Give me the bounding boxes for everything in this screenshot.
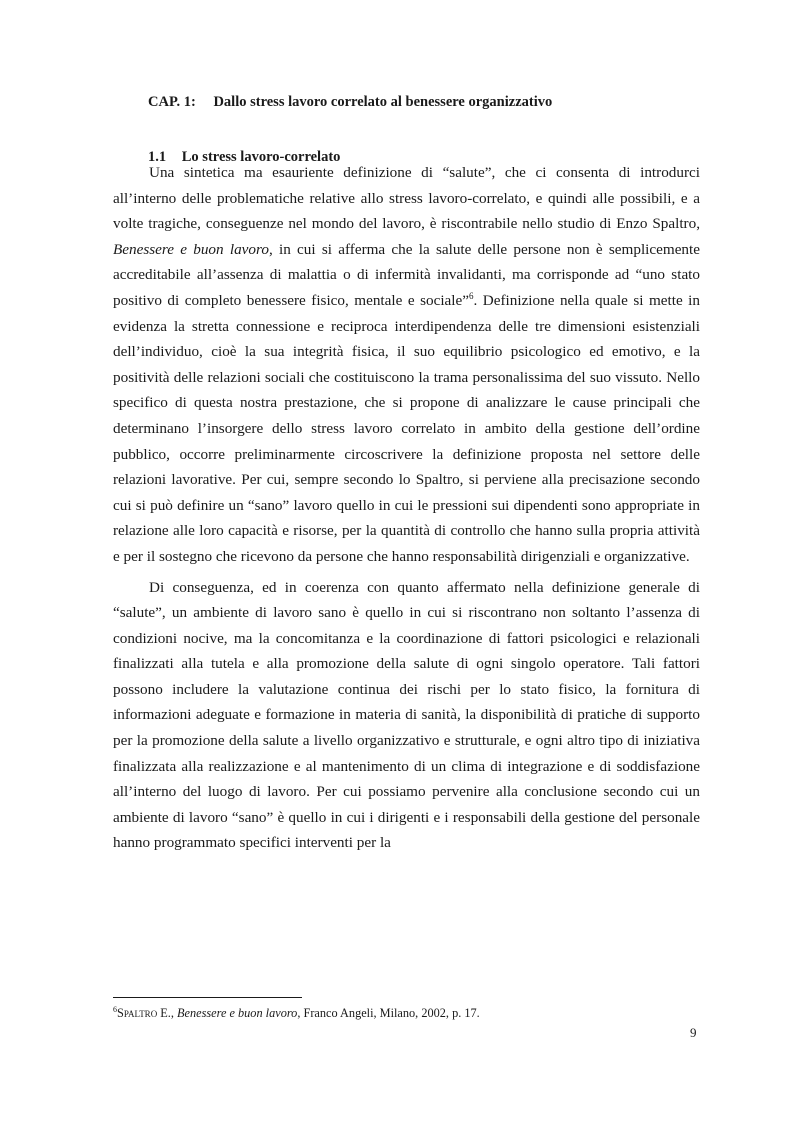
footnote-author: Spaltro E. <box>117 1006 171 1020</box>
chapter-heading <box>148 94 552 111</box>
footnote-book-title: Benessere e buon lavoro <box>177 1006 298 1020</box>
paragraph-1-text-b: , in cui si afferma che la salute delle persone non è semplicemente accreditabile all’assenza di malattia o di infermità invalidanti, ma corrisponde ad “uno stato positivo di completo benessere fisico, mentale e sociale” <box>113 240 700 309</box>
chapter-number: CAP. 1: <box>148 94 196 110</box>
footnote-number: 6 <box>113 1004 117 1014</box>
chapter-title: Dallo stress lavoro correlato al benessere organizzativo <box>213 94 553 110</box>
page-number: 9 <box>690 1025 697 1040</box>
footnote-separator-text: , <box>170 1006 178 1020</box>
section-number: 1.1 <box>148 149 167 165</box>
section-title: Lo stress lavoro-correlato <box>181 149 341 165</box>
paragraph-1-text-a: Una sintetica ma esauriente definizione di “salute”, che ci consenta di introdurci all’interno delle problematiche relative allo stress lavoro-correlato, e quindi alle possibili, e a volte tragiche, conseguenze nel mondo del lavoro, è riscontrabile nello studio di Enzo Spaltro, <box>113 164 700 233</box>
footnote-separator <box>113 997 302 998</box>
body-text <box>113 160 700 856</box>
paragraph-1-text-c: . Definizione nella quale si mette in evidenza la stretta connessione e reciproca interdipendenza delle tre dimensioni esistenziali dell’individuo, cioè la sua integrità fisica, il suo equilibrio psicologico ed emotivo, e la positività delle relazioni sociali che costituiscono la trama personalissima del suo vissuto. Nello specifico di questa nostra prestazione, che si propone di analizzare le cause principali che determinano l’insorgere dello stress lavoro correlato in ambito della gestione dell’ordine pubblico, occorre preliminarmente circoscrivere la definizione proposta nel settore delle relazioni lavorative. Per cui, sempre secondo lo Spaltro, si perviene alla precisazione secondo cui si può definire un “sano” lavoro quello in cui le pressioni sui dipendenti sono appropriate in relazione alle loro capacità e risorse, per la quantità di controllo che hanno sulla propria attività e per il sostegno che ricevono da persone che hanno responsabilità dirigenziali e organizzative. <box>113 291 700 565</box>
paragraph-1 <box>113 160 700 570</box>
paragraph-2: Di conseguenza, ed in coerenza con quanto affermato nella definizione generale di “salute”, un ambiente di lavoro sano è quello in cui si riscontrano non soltanto l’assenza di condizioni nocive, ma la concomitanza e la coordinazione di fattori psicologici e relazionali finalizzati alla tutela e alla promozione della salute di ogni singolo operatore. Tali fattori possono includere la valutazione continua dei rischi per lo stato fisico, la fornitura di informazioni adeguate e formazione in materia di sanità, la disponibilità di pratiche di supporto per la promozione della salute a livello organizzativo e strutturale, e ogni altro tipo di iniziativa finalizzata alla realizzazione e al mantenimento di un clima di integrazione e di soddisfazione all’interno del luogo di lavoro. Per cui possiamo pervenire alla conclusione secondo cui un ambiente di lavoro “sano” è quello in cui i dirigenti e i responsabili della gestione del personale hanno programmato specifici interventi per la <box>113 578 700 852</box>
footnote-reference[interactable]: 6 <box>468 290 474 301</box>
footnote <box>113 1006 480 1021</box>
footnote-details: , Franco Angeli, Milano, 2002, p. 17. <box>297 1006 480 1020</box>
paragraph-1-book-title: Benessere e buon lavoro <box>113 240 269 258</box>
